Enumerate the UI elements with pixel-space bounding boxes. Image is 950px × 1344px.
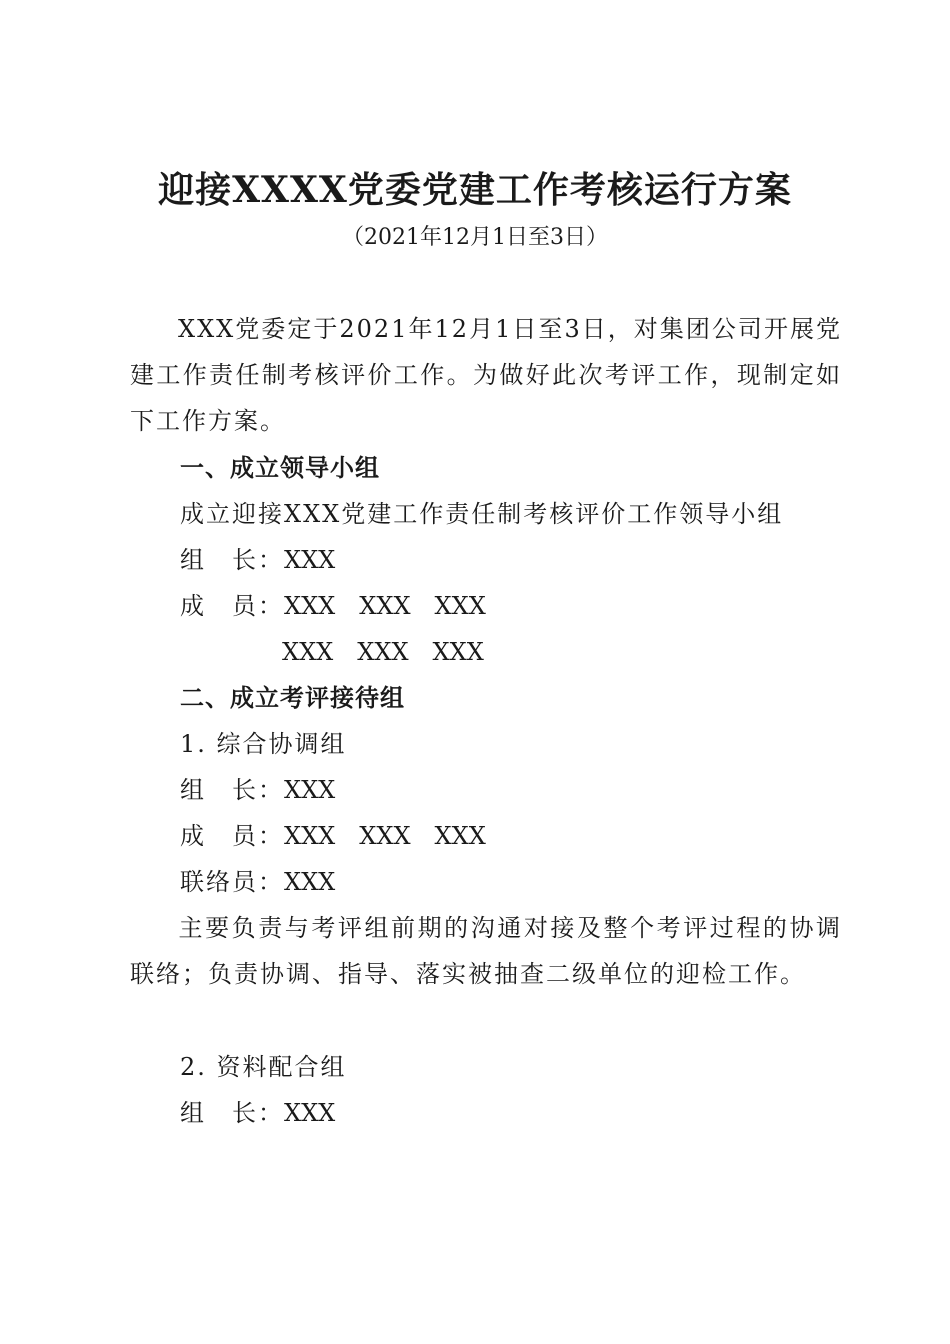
intro-text: XXX党委定于2021年12月1日至3日，对集团公司开展党建工作责任制考核评价工作。为做好此次考评工作，现制定如下工作方案。	[130, 315, 842, 435]
group1-title: 1. 综合协调组	[180, 730, 347, 758]
document-date-line: （2021年12月1日至3日）	[342, 225, 608, 250]
member-name: XXX	[432, 638, 484, 666]
section1-leader-row	[180, 537, 335, 583]
leader-label: 组 长：	[180, 546, 284, 574]
member-name: XXX	[284, 822, 336, 850]
member-name: XXX	[284, 592, 336, 620]
leader-value: XXX	[284, 546, 336, 574]
document-title: 迎接XXXX党委党建工作考核运行方案	[158, 169, 792, 211]
section1-description: 成立迎接XXX党建工作责任制考核评价工作领导小组	[180, 500, 784, 528]
leader-label: 组 长：	[180, 776, 284, 804]
group1-liaison-row	[180, 859, 335, 905]
member-name: XXX	[434, 822, 486, 850]
member-name: XXX	[359, 592, 411, 620]
member-name: XXX	[357, 638, 409, 666]
section1-heading: 一、成立领导小组	[180, 453, 380, 482]
members-label: 成 员：	[180, 592, 284, 620]
group1-duty-paragraph	[130, 905, 842, 997]
group1-duty-text: 主要负责与考评组前期的沟通对接及整个考评过程的协调联络；负责协调、指导、落实被抽查二级单位的迎检工作。	[130, 914, 842, 988]
section2-heading: 二、成立考评接待组	[180, 683, 405, 712]
section1-members-row-2	[282, 629, 508, 675]
leader-label: 组 长：	[180, 1099, 284, 1127]
member-name: XXX	[282, 638, 334, 666]
liaison-value: XXX	[284, 868, 336, 896]
member-name: XXX	[434, 592, 486, 620]
group2-title: 2. 资料配合组	[180, 1053, 347, 1081]
member-name: XXX	[359, 822, 411, 850]
leader-value: XXX	[284, 1099, 336, 1127]
leader-value: XXX	[284, 776, 336, 804]
section1-members-row	[180, 583, 510, 629]
group1-members-row	[180, 813, 510, 859]
intro-paragraph	[130, 306, 842, 444]
liaison-label: 联络员：	[180, 868, 284, 896]
members-label: 成 员：	[180, 822, 284, 850]
group2-leader-row	[180, 1090, 335, 1136]
group1-leader-row	[180, 767, 335, 813]
